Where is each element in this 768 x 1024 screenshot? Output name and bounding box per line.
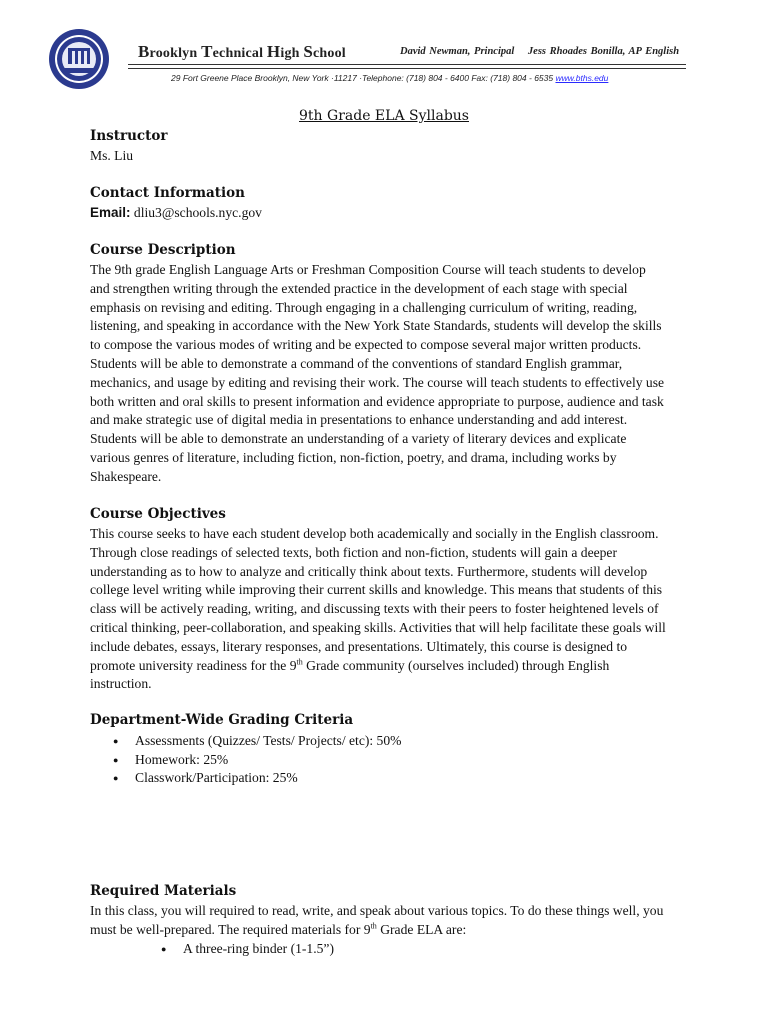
letterhead-rule bbox=[128, 64, 686, 65]
objectives-paragraph: This course seeks to have each student develop both academically and socially in the English classroom. Through close readings of selected texts, both fiction and non-fiction, students will gain a deeper understanding as to how to analyze and critically think about texts. Furthermore, students will develop college level writing while improving their current skills and knowledge. This means that students of this class will be actively reading, writing, and discussing texts with their peers to foster heightened levels of critical thinking, peer-collaboration, and speaking skills. Activities that will help facilitate these goals will include debates, essays, literary responses, and presentations. Ultimately, this course is designed to promote university readiness for the 9th Grade community (ourselves included) through English instruction. bbox=[90, 526, 666, 692]
grading-heading: Department-Wide Grading Criteria bbox=[90, 712, 354, 728]
materials-paragraph: In this class, you will required to read, write, and speak about various topics. To do these things well, you must be well-prepared. The required materials for 9th Grade ELA are: bbox=[90, 903, 664, 937]
grading-list bbox=[113, 732, 401, 788]
ap-name: Jess Rhoades Bonilla, AP English bbox=[527, 46, 680, 57]
letterhead-address: 29 Fort Greene Place Brooklyn, New York ·11217 ·Telephone: (718) 804 - 6400 Fax: (718) 804 - 6535 www.bths.edu bbox=[171, 73, 609, 83]
instructor-heading: Instructor bbox=[90, 128, 168, 144]
instructor-name: Ms. Liu bbox=[90, 148, 134, 163]
objectives-heading: Course Objectives bbox=[90, 506, 226, 522]
school-name: Brooklyn Technical High School bbox=[138, 42, 346, 61]
description-heading: Course Description bbox=[90, 242, 236, 258]
email-address[interactable]: dliu3@schools.nyc.gov bbox=[130, 205, 262, 220]
list-item: ● A three-ring binder (1-1.5”) bbox=[161, 940, 334, 959]
principal-name: David Newman, Principal bbox=[400, 46, 515, 57]
list-item: ● Assessments (Quizzes/ Tests/ Projects/ etc): 50% bbox=[113, 732, 401, 751]
materials-list bbox=[161, 940, 334, 959]
email-label: Email: bbox=[90, 205, 131, 220]
school-seal-logo bbox=[48, 28, 110, 90]
materials-heading: Required Materials bbox=[90, 883, 237, 899]
list-item: ● Classwork/Participation: 25% bbox=[113, 769, 401, 788]
letterhead-rule-thin bbox=[128, 68, 686, 69]
list-item: ● Homework: 25% bbox=[113, 751, 401, 770]
contact-email-line bbox=[90, 204, 690, 223]
contact-heading: Contact Information bbox=[90, 185, 245, 201]
description-paragraph: The 9th grade English Language Arts or Freshman Composition Course will teach students to develop and strengthen writing through the extended practice in the development of each stage with special emphasis on revising and editing. Through engaging in a challenging curriculum of writing, reading, listening, and speaking in accordance with the New York State Standards, students will develop the skills to compose the various modes of writing and be expected to compose several major written products. Students will be able to demonstrate a command of the conventions of standard English grammar, mechanics, and usage by editing and revising their work. The course will teach students to effectively use both written and oral skills to present information and evidence appropriate to purpose, audience and task and make strategic use of digital media in presentations to enhance understanding and add interest. Students will be able to demonstrate an understanding of a variety of literary devices and explicate various genres of literature, including fiction, non-fiction, poetry, and drama, including works by Shakespeare. bbox=[90, 262, 665, 484]
document-title: 9th Grade ELA Syllabus bbox=[299, 108, 469, 124]
letterhead-staff bbox=[400, 46, 679, 57]
website-link[interactable]: www.bths.edu bbox=[555, 73, 609, 83]
